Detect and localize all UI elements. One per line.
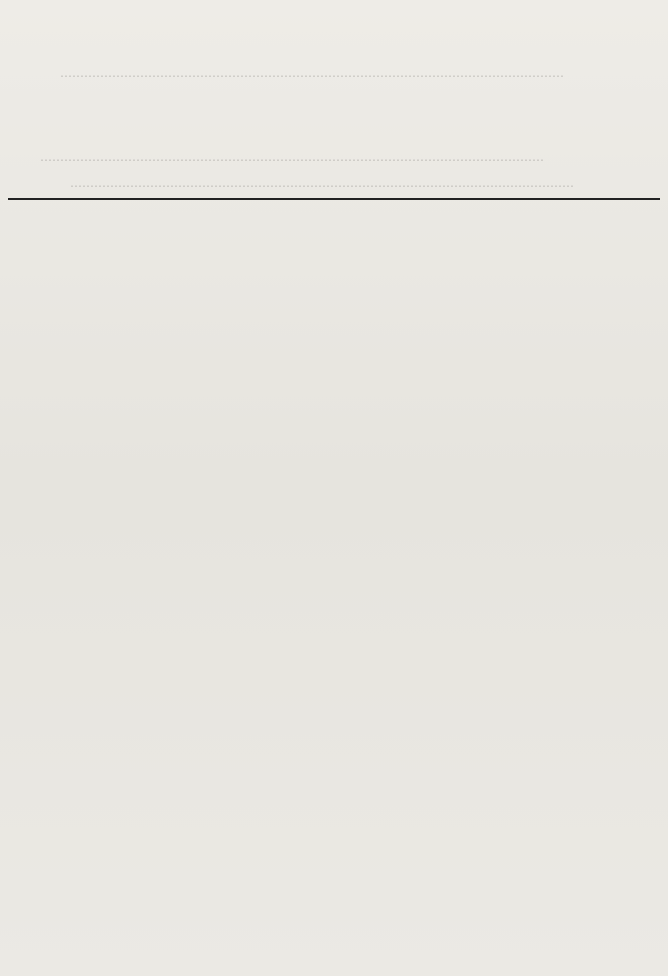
bleed-through-text: ……………………………………………………………………………………………………………… bbox=[60, 66, 564, 80]
top-rule bbox=[8, 198, 660, 200]
bleed-through-text: ……………………………………………………………………………………………………………… bbox=[70, 176, 574, 190]
bleed-through-text: ……………………………………………………………………………………………………………… bbox=[40, 150, 544, 164]
